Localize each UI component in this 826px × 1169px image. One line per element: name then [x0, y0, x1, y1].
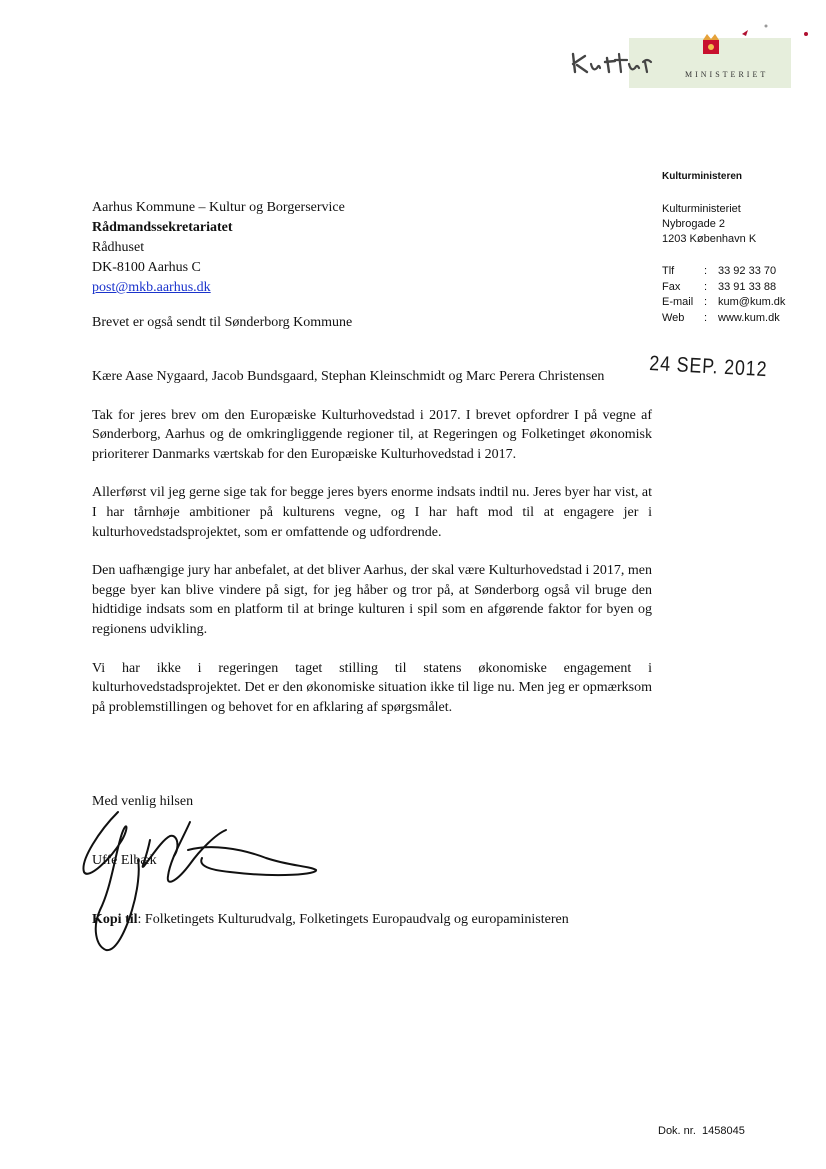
- contact-label: Web: [662, 311, 685, 324]
- date-stamp: 24 SEP. 2012: [648, 352, 768, 382]
- recipient-line: Rådmandssekretariatet: [92, 220, 233, 235]
- contact-label: Tlf: [662, 265, 675, 277]
- contact-label: E-mail: [662, 296, 694, 308]
- handwritten-signature: [70, 800, 330, 960]
- recipient-line: Rådhuset: [92, 240, 145, 255]
- contact-value: kum@kum.dk: [718, 296, 786, 308]
- recipient-block: [92, 198, 345, 298]
- document-number-value: 1458045: [702, 1125, 745, 1137]
- sender-address-line: Nybrogade 2: [662, 218, 725, 230]
- letter-paragraph: Vi har ikke i regeringen taget stilling til statens økonomiske engagement i kulturhovedstadsprojektet. Det er den økonomiske situation ikke til lige nu. Men jeg er opmærksom på problemstillingen og behovet for en afklaring af spørgsmålet.: [92, 660, 652, 715]
- contact-value: 33 92 33 70: [718, 265, 777, 277]
- letter-paragraph: Den uafhængige jury har anbefalet, at det bliver Aarhus, der skal være Kulturhovedstad i 2017, men begge byer kan blive vindere på sigt, for jeg håber og tror på, at Sønderborg også vil bruge den hidtidige indsats som en platform til at bringe kulturen i spil som en afgørende faktor for byen og regionens udvikling.: [92, 563, 652, 637]
- contact-separator: :: [704, 311, 708, 324]
- logo-subtitle: MINISTERIET: [685, 70, 769, 79]
- closing: Med venlig hilsen: [92, 794, 194, 809]
- contact-value: 33 91 33 88: [718, 280, 777, 293]
- recipient-line: Aarhus Kommune – Kultur og Borgerservice: [92, 200, 345, 215]
- sender-title: Kulturministeren: [662, 171, 743, 182]
- letter-paragraph: Allerførst vil jeg gerne sige tak for begge jeres byers enorme indsats indtil nu. Jeres byer har vist, at I har tårnhøje ambitioner på kulturens vegne, og I har haft mod til at engagere jer i kulturhovedstadsprojektet, som er omfattende og udfordrende.: [92, 485, 652, 540]
- recipient-email-link[interactable]: post@mkb.aarhus.dk: [92, 280, 211, 295]
- cc-note: Brevet er også sendt til Sønderborg Kommune: [92, 315, 353, 330]
- contact-separator: :: [704, 280, 708, 293]
- contact-value: www.kum.dk: [718, 311, 780, 324]
- scan-marks: [738, 20, 818, 44]
- sender-address-line: Kulturministeriet: [662, 203, 741, 215]
- signer-name: Uffe Elbæk: [92, 853, 157, 868]
- copy-label: Kopi til: [92, 912, 138, 927]
- contact-row-email: [662, 295, 785, 311]
- contact-row-fax: [662, 280, 785, 296]
- document-number-label: Dok. nr.: [658, 1125, 696, 1137]
- copy-recipients: : Folketingets Kulturudvalg, Folketingets Europaudvalg og europaministeren: [137, 912, 569, 927]
- contact-row-web: [662, 311, 785, 327]
- contact-row-phone: [662, 264, 785, 280]
- contact-label: Fax: [662, 280, 681, 293]
- contact-separator: :: [704, 265, 708, 277]
- salutation: Kære Aase Nygaard, Jacob Bundsgaard, Stephan Kleinschmidt og Marc Perera Christensen: [92, 369, 605, 384]
- recipient-line: DK-8100 Aarhus C: [92, 260, 201, 275]
- sender-address-line: 1203 København K: [662, 233, 757, 245]
- document-number: [658, 1125, 745, 1137]
- kultur-logo: [565, 28, 745, 88]
- letter-paragraph: Tak for jeres brev om den Europæiske Kulturhovedstad i 2017. I brevet opfordrer I på vegne af Sønderborg, Aarhus og de omkringliggende regioner til, at Regeringen og Folketinget økonomisk prioriterer Danmarks værtskab for den Europæiske Kulturhovedstad i 2017.: [92, 407, 652, 462]
- letter-body: [92, 367, 652, 736]
- sender-address: [662, 202, 756, 247]
- contact-separator: :: [704, 296, 708, 308]
- sender-contacts: [662, 264, 785, 326]
